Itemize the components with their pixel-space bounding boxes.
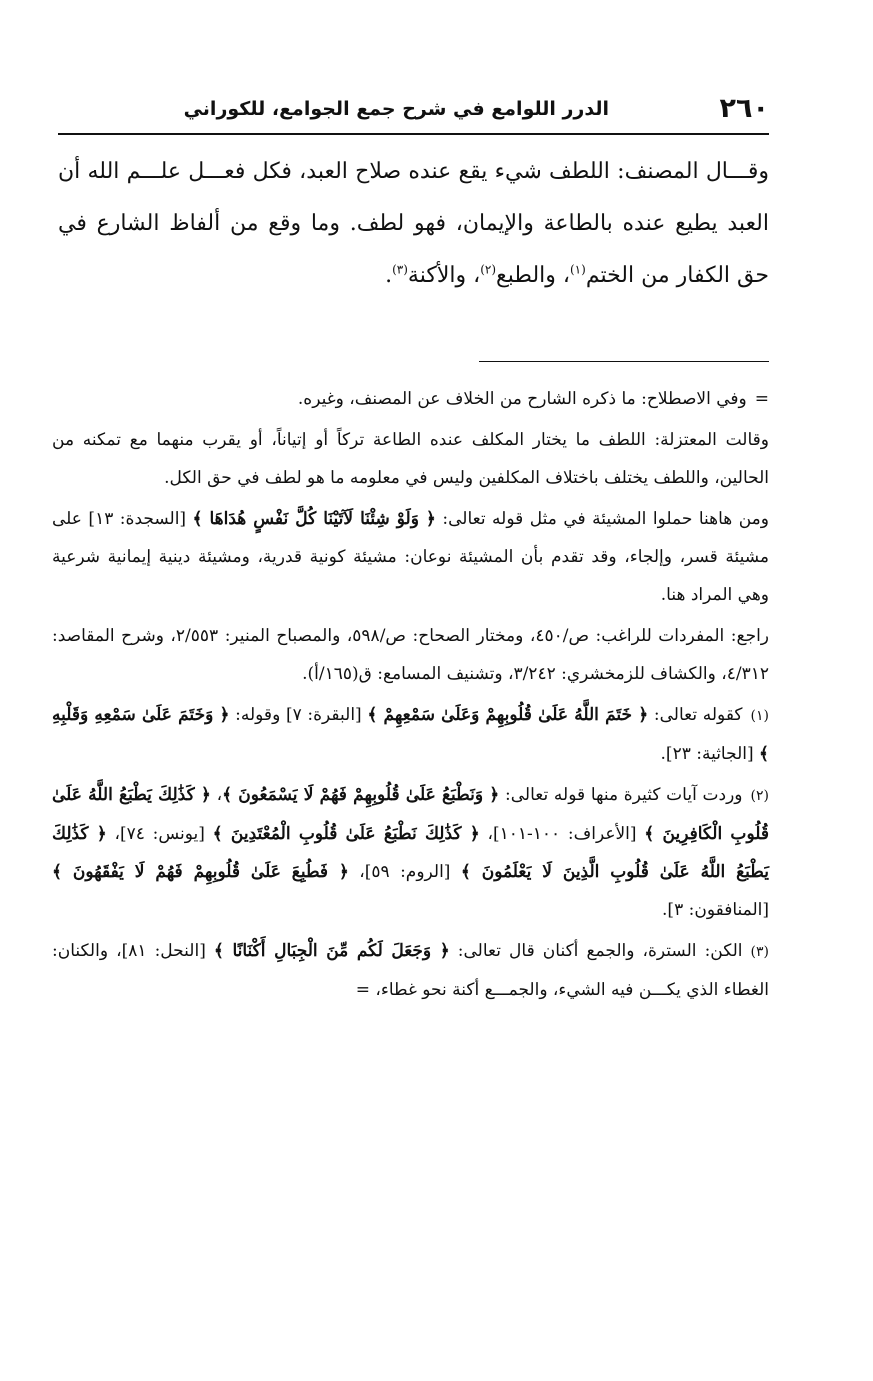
quran-verse: ﴿ وَنَطْبَعُ عَلَىٰ قُلُوبِهِمْ فَهُمْ لَا يَسْمَعُونَ ﴾ [222,785,500,805]
fn2-end: [المنافقون: ٣]. [662,900,769,920]
quran-verse: ﴿ وَجَعَلَ لَكُم مِّنَ الْجِبَالِ أَكْنَانًا ﴾ [213,941,450,961]
page-number: ٢٦٠ [719,93,769,124]
fn2-mid2: [يونس: ٧٤]، [106,824,213,844]
fn1-mid: [البقرة: ٧] وقوله: [229,705,368,725]
footnote-mutazila [52,421,769,497]
footnote-number-2: (٢) [750,788,769,804]
footnote-number-1: (١) [750,708,769,724]
quran-verse: ﴿ كَذَٰلِكَ يَطْبَعُ اللَّهُ عَلَىٰ قُلُوبِ الَّذِينَ لَا يَعْلَمُونَ ﴾ [52,824,769,882]
quran-verse: ﴿ وَخَتَمَ عَلَىٰ سَمْعِهِ وَقَلْبِهِ ﴾ [52,705,769,764]
main-paragraph-text: وقـــال المصنف: اللطف شيء يقع عنده صلاح العبد، فكل فعـــل علـــم الله أن العبد يطيع عنده بالطاعة والإيمان، فهو لطف. وما وقع من ألفاظ الشارع في حق الكفار من الختم [58,159,769,288]
fn1-end: [الجاثية: ٢٣]. [660,744,760,764]
references-text: راجع: المفردات للراغب: ص/٤٥٠، ومختار الصحاح: ص/٥٩٨، والمصباح المنير: ٢/٥٥٣، وشرح المقاصد: ٤/٣١٢، والكشاف للزمخشري: ٣/٢٤٢، وتشنيف المسامع: ق(١٦٥/أ). [52,626,770,684]
continuation-marker: = [754,389,769,409]
mashia-intro: ومن هاهنا حملوا المشيئة في مثل قوله تعالى: [435,509,769,529]
page-header [58,92,769,132]
footnote-ref-3[interactable]: (٣) [392,262,408,277]
footnote-separator [479,361,769,362]
footnote-number-3: (٣) [750,944,770,960]
fn3-intro: الكن: السترة، والجمع أكنان قال تعالى: [449,941,743,961]
mutazila-text: وقالت المعتزلة: اللطف ما يختار المكلف عنده الطاعة تركاً أو إتياناً، أو يقرب منهما مع تمكنه من الحالين، واللطف يختلف باختلاف المكلفين وليس في معلومه ما هو لطف في حق الكل. [52,430,769,488]
main-text-tab-1: ، والطبع [496,263,570,288]
quran-verse: ﴿ كَذَٰلِكَ يَطْبَعُ اللَّهُ عَلَىٰ قُلُوبِ الْكَافِرِينَ ﴾ [52,785,769,844]
footnote-ref-2[interactable]: (٢) [480,262,497,277]
footnote-mashia [52,500,769,614]
main-text-end: . [385,263,393,288]
fn2-mid3: [الروم: ٥٩]، [348,862,461,882]
fn3-end: [النحل: ٨١]، والكنان: الغطاء الذي يكـــن فيه الشيء، والجمـــع أكنة نحو غطاء، = [52,941,769,1000]
fn2-intro: وردت آيات كثيرة منها قوله تعالى: [499,785,743,805]
fn1-intro: كقوله تعالى: [648,705,743,725]
footnote-3 [52,932,769,1009]
footnote-references [52,617,769,693]
footnotes-section [52,380,769,1012]
main-paragraph [58,146,769,302]
quran-verse: ﴿ وَلَوْ شِئْنَا لَآتَيْنَا كُلَّ نَفْسٍ هُدَاهَا ﴾ [192,509,436,529]
running-title: الدرر اللوامع في شرح جمع الجوامع، للكوراني [183,98,609,120]
quran-verse: ﴿ خَتَمَ اللَّهُ عَلَىٰ قُلُوبِهِمْ وَعَلَىٰ سَمْعِهِمْ ﴾ [367,705,649,725]
fn2-sep: ، [210,785,223,805]
fn2-mid1: [الأعراف: ١٠٠-١٠١]، [479,824,645,844]
mashia-rest: [السجدة: ١٣] على مشيئة قسر، وإلجاء، وقد تقدم بأن المشيئة نوعان: مشيئة كونية قدرية، ومشيئة دينية إيمانية شرعية وهي المراد هنا. [52,509,769,605]
header-rule [58,133,769,135]
quran-verse: ﴿ فَطُبِعَ عَلَىٰ قُلُوبِهِمْ فَهُمْ لَا يَفْقَهُونَ ﴾ [52,862,349,882]
quran-verse: ﴿ كَذَٰلِكَ نَطْبَعُ عَلَىٰ قُلُوبِ الْمُعْتَدِينَ ﴾ [212,824,480,844]
main-text-tab-2: ، والأكنة [407,263,481,288]
footnote-1 [52,696,769,773]
footnote-continuation-line [52,380,769,418]
footnote-2 [52,776,769,929]
continuation-text: وفي الاصطلاح: ما ذكره الشارح من الخلاف عن المصنف، وغيره. [297,389,747,409]
footnote-ref-1[interactable]: (١) [569,262,586,277]
